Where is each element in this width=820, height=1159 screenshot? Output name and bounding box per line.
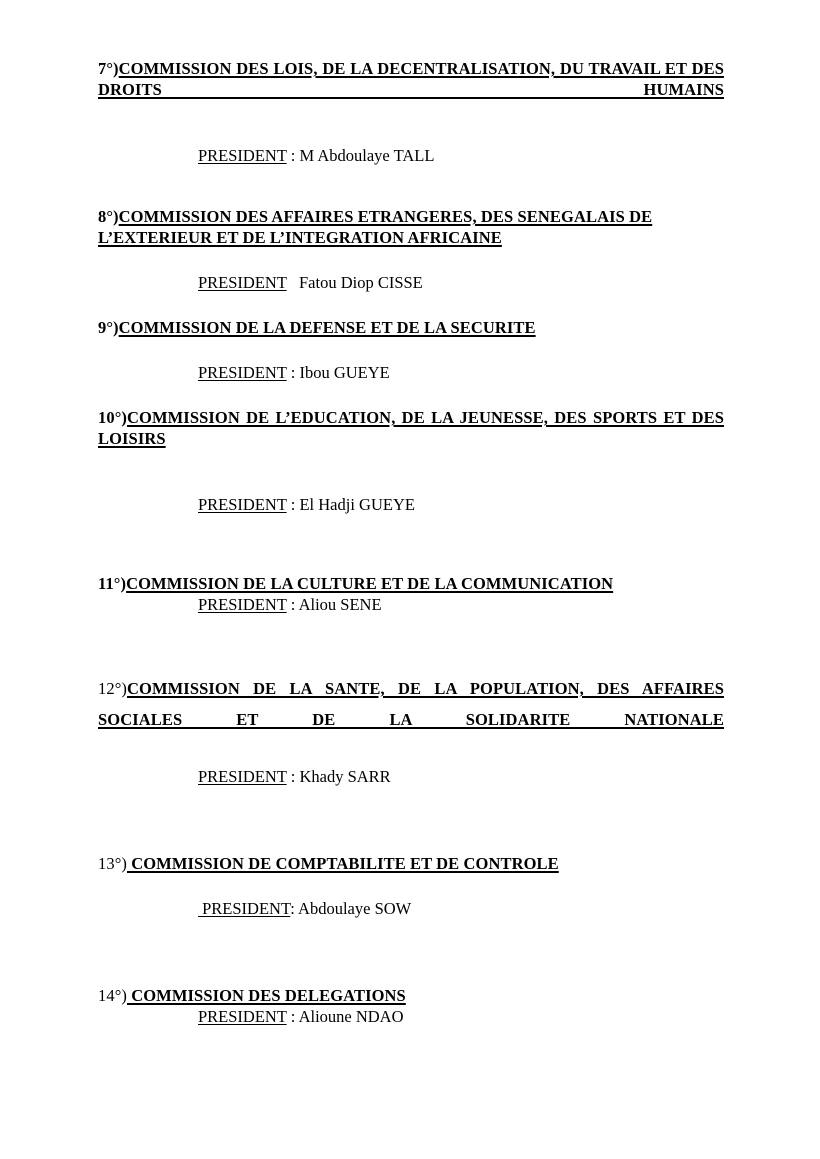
commission-heading-14: [98, 985, 724, 1006]
president-line-14: [98, 1006, 724, 1027]
commission-heading-9: [98, 317, 724, 338]
document-body: [98, 58, 724, 1027]
president-label-8: PRESIDENT: [198, 273, 287, 292]
president-name-7: M Abdoulaye TALL: [299, 146, 435, 165]
president-line-9: [98, 362, 724, 383]
commission-title-12: COMMISSION DE LA SANTE, DE LA POPULATION, DES AFFAIRES SOCIALES ET DE LA SOLIDARITE NATIONALE: [98, 679, 724, 729]
president-separator-9: :: [286, 363, 300, 382]
president-name-10: El Hadji GUEYE: [299, 495, 415, 514]
commission-title-13: COMMISSION DE COMPTABILITE ET DE CONTROLE: [127, 854, 559, 873]
commission-entry-12: [98, 673, 724, 787]
president-label-9: PRESIDENT: [198, 363, 287, 382]
commission-title-8: COMMISSION DES AFFAIRES ETRANGERES, DES SENEGALAIS DE L’EXTERIEUR ET DE L’INTEGRATION AFRICAINE: [98, 207, 653, 247]
president-name-8: Fatou Diop CISSE: [299, 273, 423, 292]
commission-heading-10: [98, 407, 724, 470]
president-name-12: Khady SARR: [299, 767, 391, 786]
president-label-10: PRESIDENT: [198, 495, 287, 514]
commission-entry-11: [98, 573, 724, 615]
commission-number-7: 7°): [98, 59, 119, 78]
president-label-12: PRESIDENT: [198, 767, 287, 786]
commission-title-10: COMMISSION DE L’EDUCATION, DE LA JEUNESSE, DES SPORTS ET DES LOISIRS: [98, 408, 724, 448]
commission-heading-11: [98, 573, 724, 594]
commission-heading-7: [98, 58, 724, 121]
president-separator-14: :: [286, 1007, 299, 1026]
president-line-13: [98, 898, 724, 919]
president-name-11: Aliou SENE: [298, 595, 382, 614]
president-line-11: [98, 594, 724, 615]
commission-heading-13: [98, 853, 724, 874]
president-separator-13: :: [290, 899, 299, 918]
president-separator-8: [287, 273, 299, 292]
commission-title-11: COMMISSION DE LA CULTURE ET DE LA COMMUNICATION: [126, 574, 614, 593]
commission-heading-12: [98, 673, 724, 766]
commission-number-9: 9°): [98, 318, 119, 337]
commission-number-10: 10°): [98, 408, 127, 427]
commission-entry-8: [98, 206, 724, 293]
commission-number-13: 13°): [98, 854, 127, 873]
president-name-13: Abdoulaye SOW: [298, 899, 412, 918]
president-separator-11: :: [286, 595, 299, 614]
president-label-7: PRESIDENT: [198, 146, 287, 165]
president-label-13: PRESIDENT: [198, 899, 291, 918]
commission-title-7: COMMISSION DES LOIS, DE LA DECENTRALISATION, DU TRAVAIL ET DES DROITS HUMAINS: [98, 59, 724, 99]
commission-number-12: 12°): [98, 679, 127, 698]
commission-number-11: 11°): [98, 574, 127, 593]
president-separator-7: :: [286, 146, 300, 165]
president-name-9: Ibou GUEYE: [299, 363, 390, 382]
president-separator-10: :: [286, 495, 300, 514]
commission-entry-10: [98, 407, 724, 515]
president-line-10: [98, 494, 724, 515]
president-line-12: [98, 766, 724, 787]
president-line-7: [98, 145, 724, 166]
commission-number-14: 14°): [98, 986, 127, 1005]
president-label-11: PRESIDENT: [198, 595, 287, 614]
president-line-8: [98, 272, 724, 293]
commission-entry-9: [98, 317, 724, 383]
commission-entry-13: [98, 853, 724, 919]
president-name-14: Alioune NDAO: [298, 1007, 404, 1026]
commission-title-14: COMMISSION DES DELEGATIONS: [127, 986, 406, 1005]
commission-heading-8: [98, 206, 724, 248]
commission-entry-7: [98, 58, 724, 166]
commission-title-9: COMMISSION DE LA DEFENSE ET DE LA SECURITE: [118, 318, 536, 337]
commission-entry-14: [98, 985, 724, 1027]
president-label-14: PRESIDENT: [198, 1007, 287, 1026]
commission-number-8: 8°): [98, 207, 119, 226]
president-separator-12: :: [286, 767, 300, 786]
